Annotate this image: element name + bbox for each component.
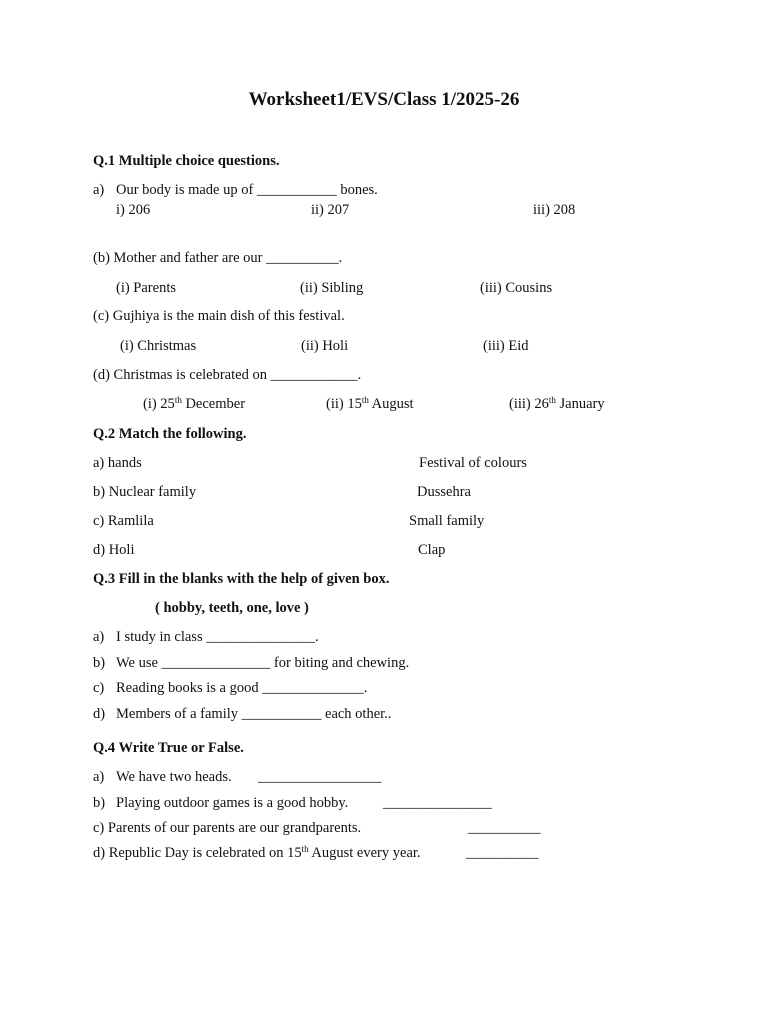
- q1c-question: (c) Gujhiya is the main dish of this festival.: [93, 308, 345, 324]
- q4-answer-blank: __________: [468, 820, 541, 836]
- page-title: Worksheet1/EVS/Class 1/2025-26: [248, 89, 520, 110]
- q1b-option-2: (ii) Sibling: [300, 280, 364, 296]
- q1a-question: Our body is made up of ___________ bones.: [116, 182, 378, 198]
- q4-answer-blank: _________________: [258, 769, 382, 785]
- q1c-option-2: (ii) Holi: [301, 338, 349, 354]
- q1c-option-1: (i) Christmas: [120, 338, 197, 354]
- q1d-question: (d) Christmas is celebrated on ____________.: [93, 367, 362, 383]
- q1b-option-1: (i) Parents: [116, 280, 176, 296]
- q1b-option-3: (iii) Cousins: [480, 280, 553, 296]
- q4-answer-blank: __________: [466, 845, 539, 861]
- q1-heading: Q.1 Multiple choice questions.: [93, 153, 280, 169]
- q1a-option-1: i) 206: [116, 202, 151, 218]
- q3-heading: Q.3 Fill in the blanks with the help of given box.: [93, 571, 390, 587]
- q3-item-text: Reading books is a good ______________.: [116, 680, 368, 696]
- q1d-option-2: (ii) 15th August: [326, 395, 414, 412]
- q2-right-item: Clap: [418, 542, 446, 558]
- q2-right-item: Dussehra: [417, 484, 471, 500]
- q1a-label: a): [93, 182, 105, 198]
- q4-item-text: d) Republic Day is celebrated on 15th August every year.: [93, 844, 421, 861]
- q4-item-label: a): [93, 769, 105, 785]
- q1a-option-3: iii) 208: [533, 202, 576, 218]
- q4-item-text: Playing outdoor games is a good hobby.: [116, 795, 349, 811]
- q3-item-text: I study in class _______________.: [116, 629, 319, 645]
- q4-heading: Q.4 Write True or False.: [93, 740, 244, 756]
- q3-item-label: a): [93, 629, 105, 645]
- q3-word-box: ( hobby, teeth, one, love ): [155, 600, 309, 616]
- q2-left-item: d) Holi: [93, 542, 135, 558]
- q1b-question: (b) Mother and father are our __________.: [93, 250, 343, 266]
- q1c-option-3: (iii) Eid: [483, 338, 529, 354]
- q3-item-label: c): [93, 680, 105, 696]
- q1d-option-3: (iii) 26th January: [509, 395, 605, 412]
- q1a-option-2: ii) 207: [311, 202, 350, 218]
- q1d-option-1: (i) 25th December: [143, 395, 246, 412]
- q3-item-text: We use _______________ for biting and chewing.: [116, 655, 410, 671]
- q4-item-text: We have two heads.: [116, 769, 232, 785]
- q4-answer-blank: _______________: [383, 795, 492, 811]
- q2-left-item: b) Nuclear family: [93, 484, 197, 500]
- q2-left-item: c) Ramlila: [93, 513, 154, 529]
- q2-right-item: Small family: [409, 513, 485, 529]
- q3-item-label: d): [93, 706, 106, 722]
- q2-right-item: Festival of colours: [419, 455, 527, 471]
- q4-item-text: c) Parents of our parents are our grandparents.: [93, 820, 362, 836]
- q4-item-label: b): [93, 795, 106, 811]
- q2-left-item: a) hands: [93, 455, 142, 471]
- q3-item-label: b): [93, 655, 106, 671]
- q2-heading: Q.2 Match the following.: [93, 426, 247, 442]
- q3-item-text: Members of a family ___________ each other..: [116, 706, 392, 722]
